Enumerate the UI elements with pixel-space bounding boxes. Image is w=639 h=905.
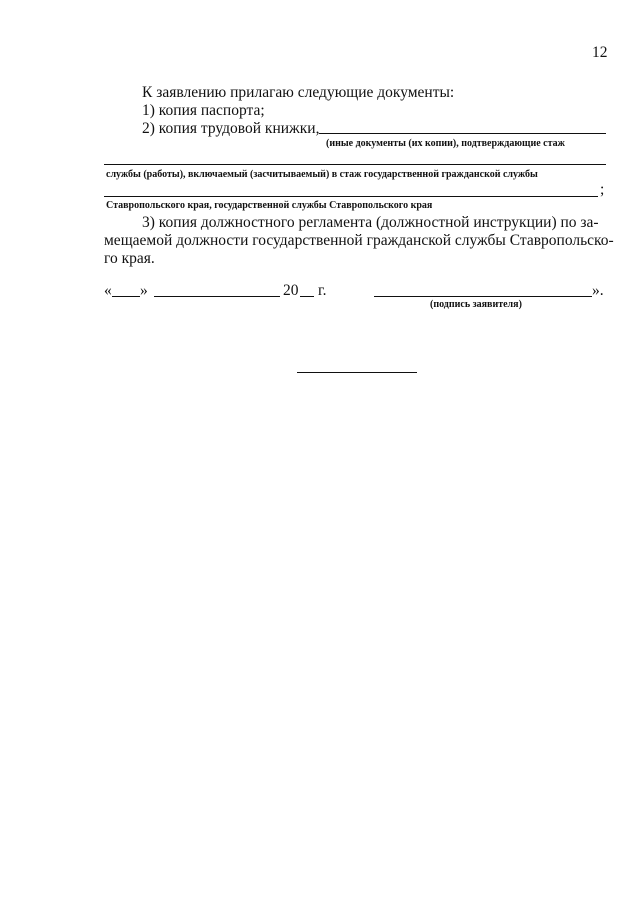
month-fill-line: [154, 296, 280, 297]
item-passport: 1) копия паспорта;: [142, 102, 265, 119]
service-fill-line: [104, 164, 606, 165]
end-separator-line: [297, 372, 417, 373]
year-prefix: 20: [283, 282, 299, 299]
caption-service: службы (работы), включаемый (засчитываемый) в стаж государственной гражданской службы: [106, 169, 538, 180]
caption-region: Ставропольского края, государственной службы Ставропольского края: [106, 200, 433, 211]
date-open-quote: «: [104, 282, 112, 299]
item-regulation-line3: го края.: [104, 250, 155, 267]
intro-text: К заявлению прилагаю следующие документы:: [142, 84, 455, 101]
other-docs-fill-line: [319, 133, 606, 134]
page-number: 12: [592, 44, 608, 61]
item-regulation-line2: мещаемой должности государственной гражданской службы Ставропольско-: [104, 232, 614, 249]
semicolon: ;: [600, 181, 605, 198]
item-regulation-text1: 3) копия должностного регламента (должностной инструкции) по за-: [142, 214, 599, 231]
date-close-quote: »: [140, 282, 148, 299]
year-fill-line: [300, 296, 314, 297]
signature-caption: (подпись заявителя): [430, 299, 522, 310]
region-fill-line: [104, 196, 598, 197]
signature-fill-line: [374, 296, 592, 297]
item-workbook: 2) копия трудовой книжки,: [142, 120, 320, 137]
year-suffix: г.: [318, 282, 327, 299]
day-fill-line: [112, 296, 140, 297]
signature-end: ».: [592, 282, 604, 299]
caption-other-docs: (иные документы (их копии), подтверждающие стаж: [326, 138, 565, 149]
item-regulation-line1: [142, 214, 606, 232]
